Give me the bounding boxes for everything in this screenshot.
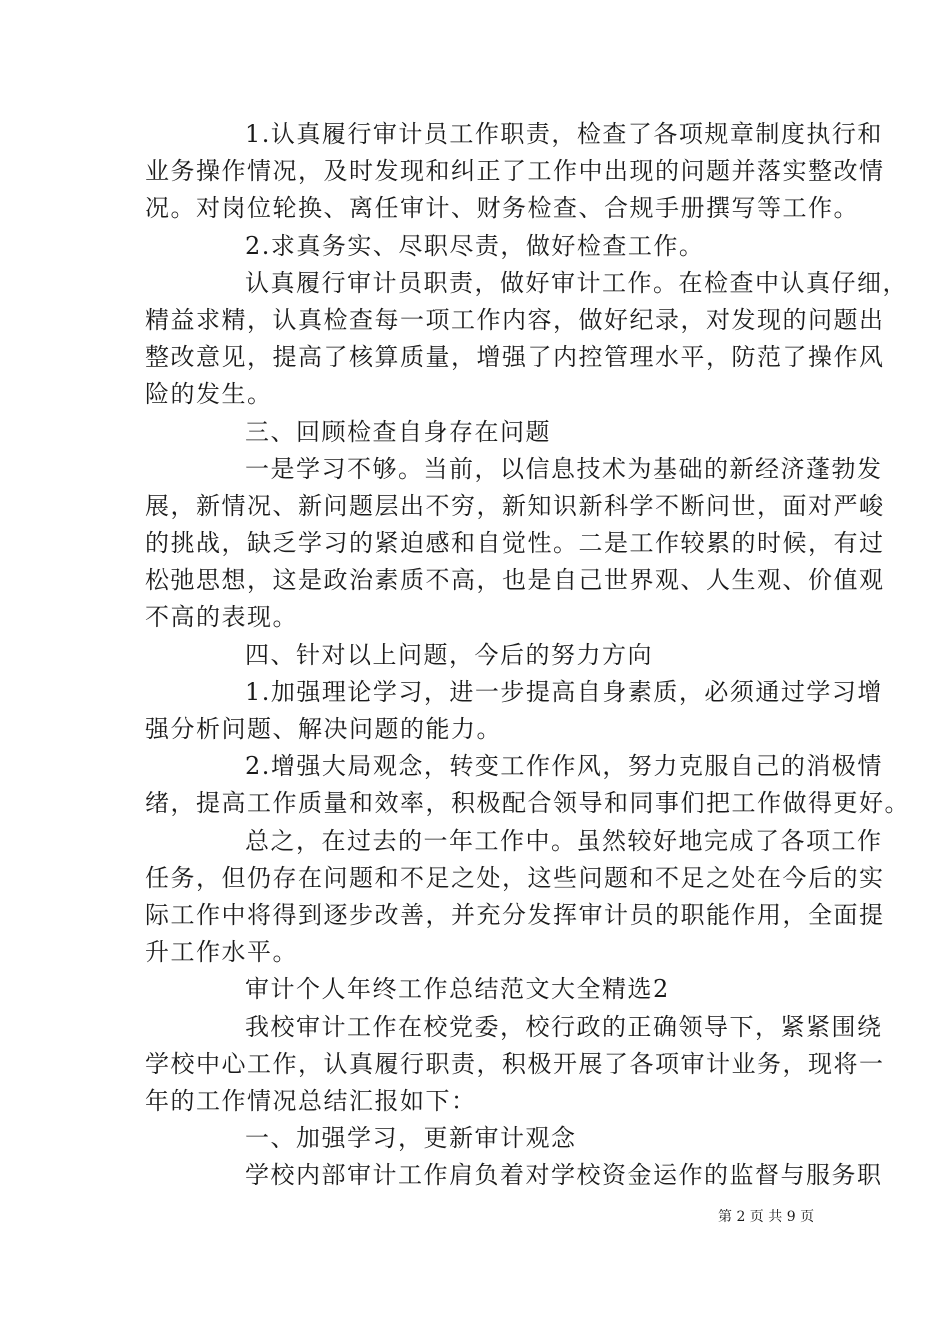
section-heading: 一、加强学习，更新审计观念 bbox=[245, 1124, 577, 1153]
paragraph-line: 一是学习不够。当前，以信息技术为基础的新经济蓬勃发 bbox=[245, 454, 883, 483]
paragraph-line: 展，新情况、新问题层出不穷，新知识新科学不断问世，面对严峻 bbox=[145, 491, 885, 520]
paragraph-line: 我校审计工作在校党委，校行政的正确领导下，紧紧围绕 bbox=[245, 1012, 883, 1041]
paragraph-line: 认真履行审计员职责，做好审计工作。在检查中认真仔细， bbox=[245, 268, 908, 297]
paragraph-line: 1.认真履行审计员工作职责，检查了各项规章制度执行和 bbox=[245, 120, 883, 148]
paragraph-line: 精益求精，认真检查每一项工作内容，做好纪录，对发现的问题出 bbox=[145, 305, 885, 334]
paragraph-line: 整改意见，提高了核算质量，增强了内控管理水平，防范了操作风 bbox=[145, 343, 885, 372]
paragraph-line: 学校中心工作，认真履行职责，积极开展了各项审计业务，现将一 bbox=[145, 1049, 885, 1078]
paragraph-line: 升工作水平。 bbox=[145, 938, 298, 967]
paragraph-line: 业务操作情况，及时发现和纠正了工作中出现的问题并落实整改情 bbox=[145, 157, 885, 186]
section-heading: 四、针对以上问题，今后的努力方向 bbox=[245, 640, 653, 669]
paragraph-line: 任务，但仍存在问题和不足之处，这些问题和不足之处在今后的实 bbox=[145, 863, 885, 892]
paragraph-line: 险的发生。 bbox=[145, 380, 273, 409]
paragraph-line: 2.求真务实、尽职尽责，做好检查工作。 bbox=[245, 231, 705, 260]
section-heading: 三、回顾检查自身存在问题 bbox=[245, 417, 551, 446]
paragraph-line: 1.加强理论学习，进一步提高自身素质，必须通过学习增 bbox=[245, 677, 883, 706]
document-subtitle: 审计个人年终工作总结范文大全精选2 bbox=[245, 975, 670, 1004]
paragraph-line: 际工作中将得到逐步改善，并充分发挥审计员的职能作用，全面提 bbox=[145, 900, 885, 929]
paragraph-line: 松弛思想，这是政治素质不高，也是自己世界观、人生观、价值观 bbox=[145, 566, 885, 595]
paragraph-line: 的挑战，缺乏学习的紧迫感和自觉性。二是工作较累的时候，有过 bbox=[145, 529, 885, 558]
paragraph-line: 年的工作情况总结汇报如下： bbox=[145, 1086, 477, 1115]
document-body bbox=[145, 116, 910, 1194]
paragraph-line: 况。对岗位轮换、离任审计、财务检查、合规手册撰写等工作。 bbox=[145, 194, 859, 223]
paragraph-line: 2.增强大局观念，转变工作作风，努力克服自己的消极情 bbox=[245, 752, 883, 781]
paragraph-line: 不高的表现。 bbox=[145, 603, 298, 632]
paragraph-line: 强分析问题、解决问题的能力。 bbox=[145, 715, 502, 743]
paragraph-line: 绪，提高工作质量和效率，积极配合领导和同事们把工作做得更好。 bbox=[145, 789, 910, 818]
paragraph-line: 学校内部审计工作肩负着对学校资金运作的监督与服务职 bbox=[245, 1161, 883, 1190]
page-number: 第 2 页 共 9 页 bbox=[718, 1209, 815, 1225]
paragraph-line: 总之，在过去的一年工作中。虽然较好地完成了各项工作 bbox=[245, 826, 883, 855]
